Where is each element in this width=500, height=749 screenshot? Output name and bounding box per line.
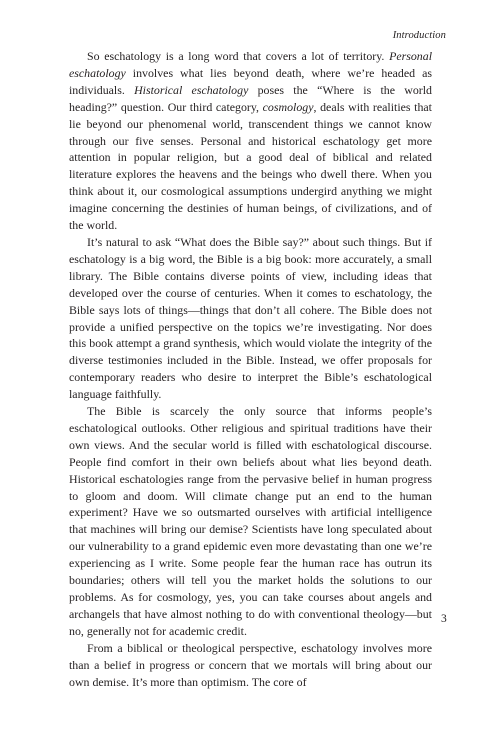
paragraph xyxy=(69,234,432,403)
text-run: The Bible is scarcely the only source that informs people’s eschatological outlooks. Other religious and spiritual traditions have their own views. And the secular world is filled with eschatological discourse. People find comfort in their own beliefs about what lies beyond death. Historical eschatologies range from the pervasive belief in human progress to gloom and doom. Will climate change put an end to the human experiment? Have we so outsmarted ourselves with artificial intelligence that machines will bring our demise? Scientists have long speculated about our vulnerability to a grand epidemic even more devastating than one we’re experiencing as I write. Some people fear the human race has outrun its boundaries; others will tell you the market holds the solutions to our problems. As for cosmology, yes, you can take courses about angels and archangels that have almost nothing to do with conventional theology—but no, generally not for academic credit. xyxy=(69,404,432,638)
italic-term: Historical eschatology xyxy=(134,82,249,97)
running-head: Introduction xyxy=(392,30,446,41)
italic-term: cosmology xyxy=(262,99,314,114)
text-run: poses the “Where is the world heading?” question. Our third category, xyxy=(69,82,432,114)
body-text xyxy=(69,48,432,690)
paragraph xyxy=(69,48,432,234)
paragraph xyxy=(69,403,432,640)
text-run: From a biblical or theological perspective, eschatology involves more than a belief in progress or concern that we mortals will bring about our own demise. It’s more than optimism. The core of xyxy=(69,640,432,689)
page-number: 3 xyxy=(441,613,447,625)
italic-term: Personal eschatology xyxy=(69,49,432,80)
text-run: involves what lies beyond death, where we’re headed as individuals. xyxy=(69,65,432,97)
text-run: So eschatology is a long word that covers a lot of territory. xyxy=(87,49,390,63)
text-run: , deals with realities that lie beyond our phenomenal world, transcendent things we cannot know through our five senses. Personal and historical eschatology get more attention in popular religion, but a good deal of biblical and related literature explores the heavens and the beings who dwell there. When you think about it, our cosmological assumptions undergird anything we might imagine concerning the destinies of human beings, of civilizations, and of the world. xyxy=(69,99,432,233)
text-run: It’s natural to ask “What does the Bible say?” about such things. But if eschatology is a big word, the Bible is a big book: more accurately, a small library. The Bible contains diverse points of view, including ideas that developed over the course of centuries. When it comes to eschatology, the Bible says lots of things—things that don’t all cohere. The Bible does not provide a unified perspective on the topics we’re investigating. Nor does this book attempt a grand synthesis, which would violate the integrity of the diverse testimonies included in the Bible. Instead, we offer proposals for contemporary readers who desire to interpret the Bible’s eschatological language faithfully. xyxy=(69,234,432,402)
paragraph xyxy=(69,640,432,691)
